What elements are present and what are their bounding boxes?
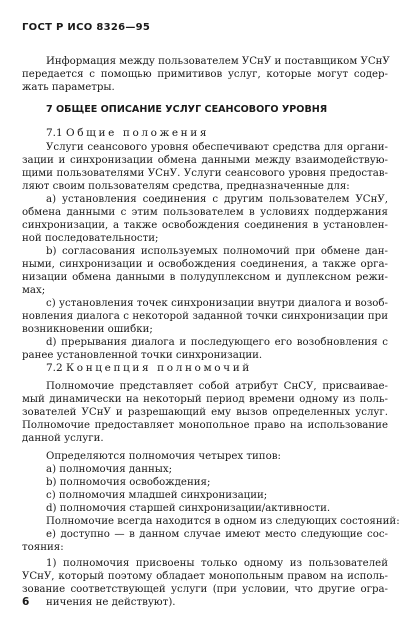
text-line: передается с помощью примитивов услуг, которые могут содер- — [22, 69, 388, 80]
text-line: с) установления точек синхронизации внутри диалога и возоб- — [46, 298, 388, 309]
text-line: ранее установленной точки синхронизации. — [22, 350, 263, 361]
text-line: ными, синхронизации и освобождения соединения, а также орга- — [22, 259, 388, 270]
text-line: Полномочие предоставляет монопольное право на использование — [22, 420, 388, 431]
text-line: новления диалога с некоторой заданной точки синхронизации при — [22, 311, 388, 322]
text-line: с) полномочия младшей синхронизации; — [46, 490, 268, 501]
text-line: ничения не действуют). — [46, 597, 176, 608]
text-line: мый динамически на некоторый период времени одному из поль- — [22, 394, 388, 405]
text-line: низации обмена данными в полудуплексном и дуплексном режи- — [22, 272, 388, 283]
text-line: 1) полномочия присвоены только одному из пользователей — [46, 558, 388, 569]
text-line: синхронизации, а также освобождения соединения в установлен- — [22, 220, 388, 231]
text-line: Полномочие представляет собой атрибут СнСУ, присваивае- — [46, 381, 388, 392]
section-title: 7 ОБЩЕЕ ОПИСАНИЕ УСЛУГ СЕАНСОВОГО УРОВНЯ — [46, 104, 328, 115]
text-line: b) полномочия освобождения; — [46, 477, 211, 488]
text-line: е) доступно — в данном случае имеют место следующие сос- — [46, 529, 388, 540]
text-line: а) установления соединения с другим пользователем УСнУ, — [46, 194, 388, 205]
text-line: Информация между пользователем УСнУ и поставщиком УСнУ — [46, 56, 390, 67]
text-line: обмена данными с этим пользователем в условиях поддержания — [22, 207, 388, 218]
text-line: зации и синхронизации обмена данными между взаимодействую- — [22, 155, 388, 166]
text-line: Полномочие всегда находится в одном из следующих состояний: — [46, 516, 400, 527]
text-line: мах; — [22, 285, 46, 296]
subsection-label: Общие положения — [66, 127, 210, 139]
text-line: зователей УСнУ и разрешающий ему вызов определенных услуг. — [22, 407, 388, 418]
text-line: щими пользователями УСнУ. Услуги сеансового уровня предостав- — [22, 168, 388, 179]
text-line: ляют своим пользователям средства, предназначенные для: — [22, 181, 350, 192]
subsection-heading — [46, 362, 252, 374]
subsection-number: 7.1 — [46, 127, 63, 139]
page-number: 6 — [22, 596, 30, 608]
text-line: данной услуги. — [22, 433, 104, 444]
text-line: жать параметры. — [22, 82, 115, 93]
text-line: УСнУ, который поэтому обладает монопольным правом на исполь- — [22, 571, 388, 582]
subsection-heading — [46, 127, 209, 139]
text-line: b) согласования используемых полномочий при обмене дан- — [46, 246, 388, 257]
document-header: ГОСТ Р ИСО 8326—95 — [22, 22, 151, 33]
text-line: d) прерывания диалога и последующего его возобновления с — [46, 337, 388, 348]
text-line: Определяются полномочия четырех типов: — [46, 451, 281, 462]
text-line: возникновении ошибки; — [22, 324, 153, 335]
text-line: зование соответствующей услуги (при условии, что другие огра- — [22, 584, 388, 595]
subsection-number: 7.2 — [46, 362, 63, 374]
text-line: Услуги сеансового уровня обеспечивают средства для органи- — [46, 142, 388, 153]
text-line: тояния: — [22, 542, 64, 553]
subsection-label: Концепция полномочий — [66, 362, 252, 374]
text-line: d) полномочия старшей синхронизации/активности. — [46, 503, 331, 514]
text-line: ной последовательности; — [22, 233, 159, 244]
text-line: а) полномочия данных; — [46, 464, 173, 475]
